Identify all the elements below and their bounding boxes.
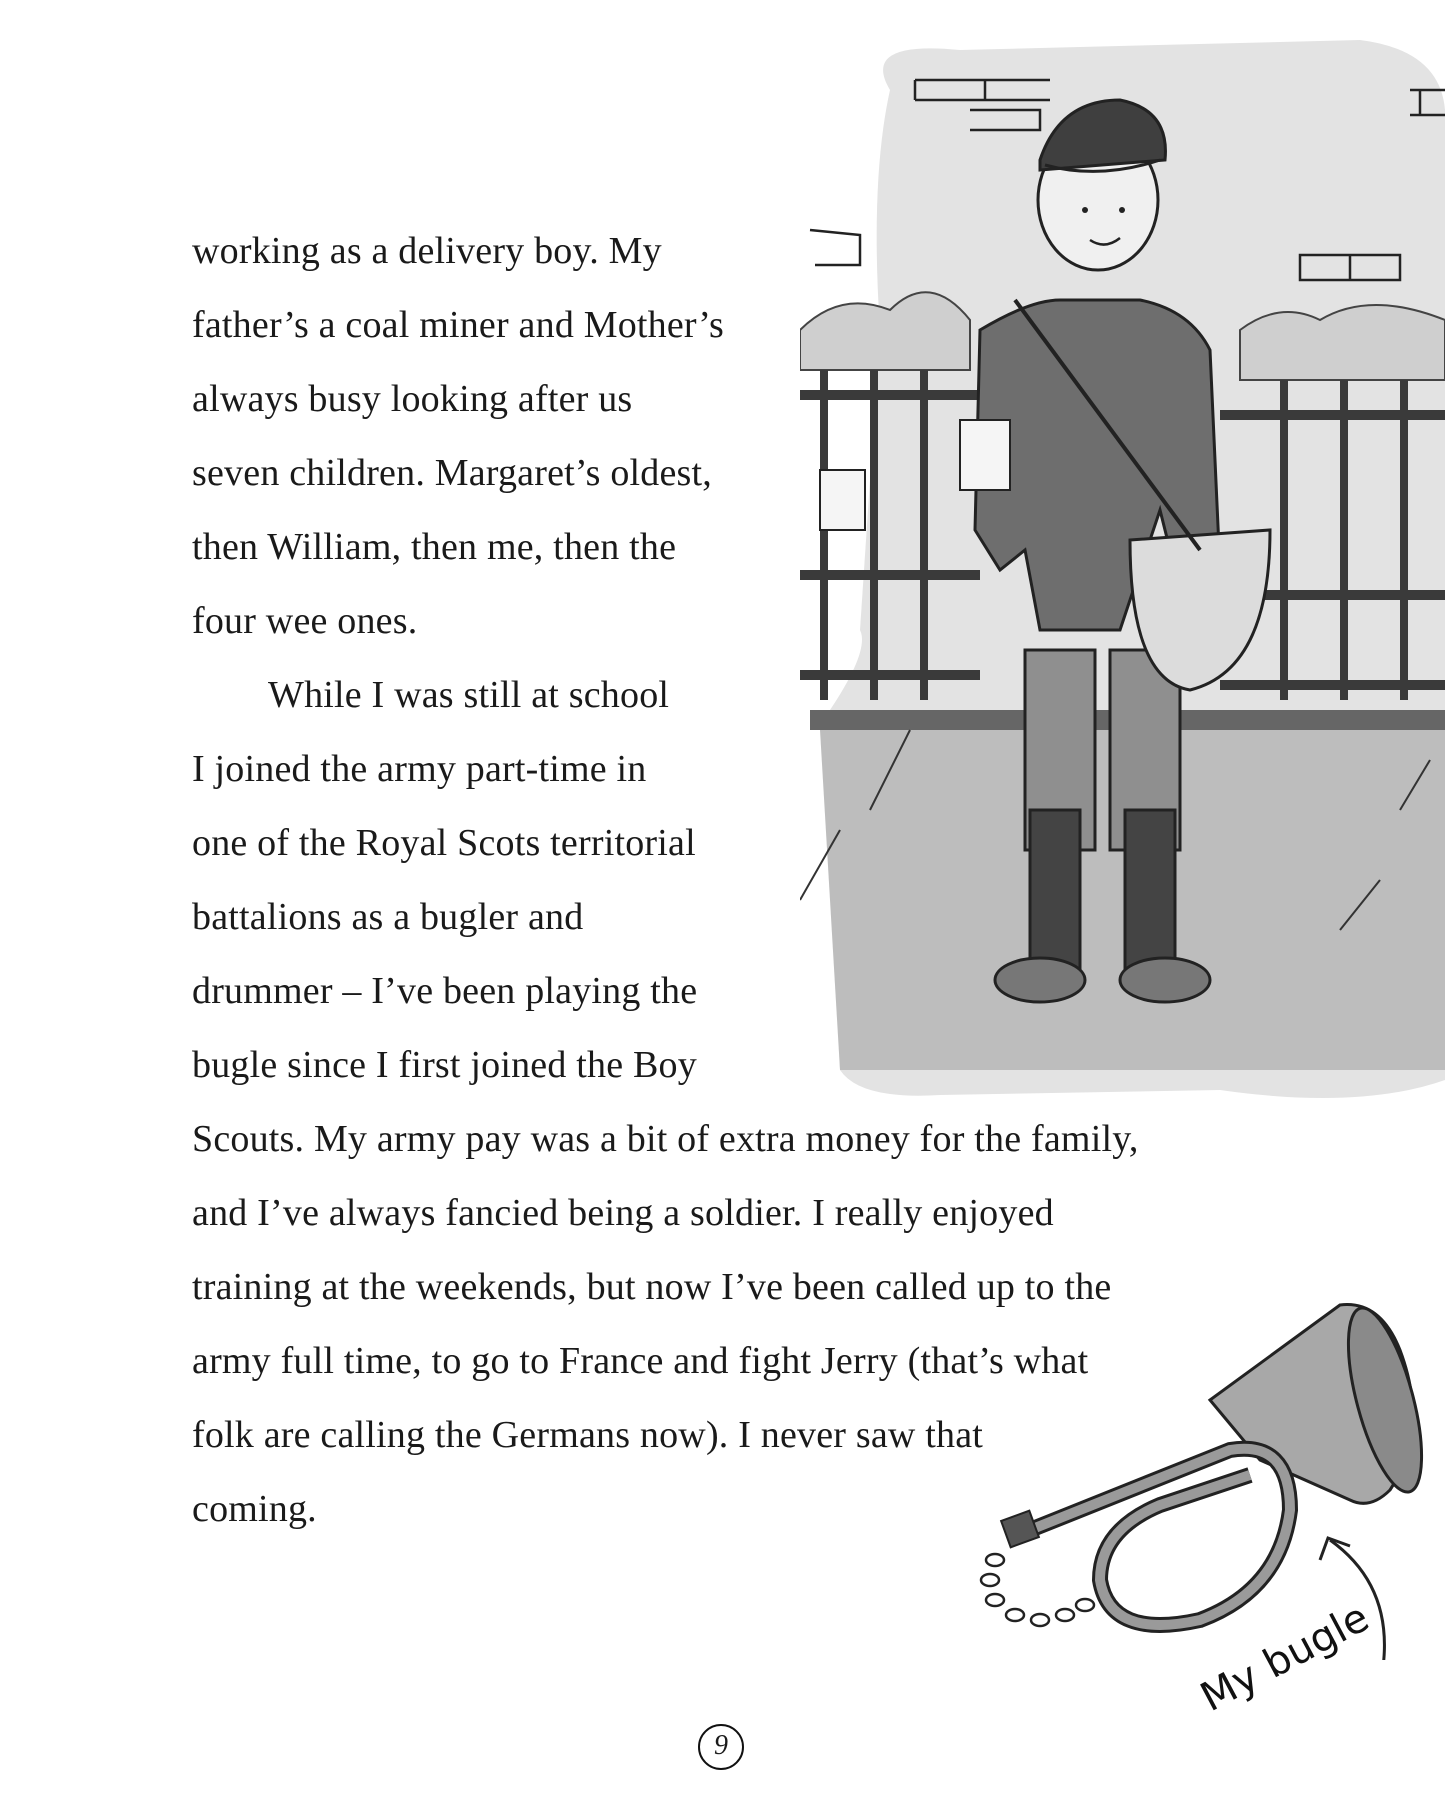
text-line: father’s a coal miner and Mother’s xyxy=(192,304,724,346)
text-line: four wee ones. xyxy=(192,600,418,642)
text-line: coming. xyxy=(192,1488,317,1530)
text-line: drummer – I’ve been playing the xyxy=(192,970,698,1012)
text-line: battalions as a bugler and xyxy=(192,896,584,938)
delivery-boy-illustration xyxy=(800,30,1445,1110)
text-line: training at the weekends, but now I’ve been called up to the xyxy=(192,1266,1112,1308)
text-line: and I’ve always fancied being a soldier. I really enjoyed xyxy=(192,1192,1054,1234)
text-line-indented: While I was still at school xyxy=(268,674,670,716)
text-line: I joined the army part-time in xyxy=(192,748,647,790)
text-line: then William, then me, then the xyxy=(192,526,677,568)
text-line: always busy looking after us xyxy=(192,378,633,420)
bugle-caption: My bugle xyxy=(1193,1594,1377,1721)
text-line: working as a delivery boy. My xyxy=(192,230,662,272)
page-number: 9 xyxy=(698,1724,744,1770)
text-line: one of the Royal Scots territorial xyxy=(192,822,696,864)
text-line: folk are calling the Germans now). I never saw that xyxy=(192,1414,984,1456)
text-line: seven children. Margaret’s oldest, xyxy=(192,452,713,494)
text-line: army full time, to go to France and fight Jerry (that’s what xyxy=(192,1340,1089,1382)
text-line: Scouts. My army pay was a bit of extra money for the family, xyxy=(192,1118,1139,1160)
text-line: bugle since I first joined the Boy xyxy=(192,1044,697,1086)
